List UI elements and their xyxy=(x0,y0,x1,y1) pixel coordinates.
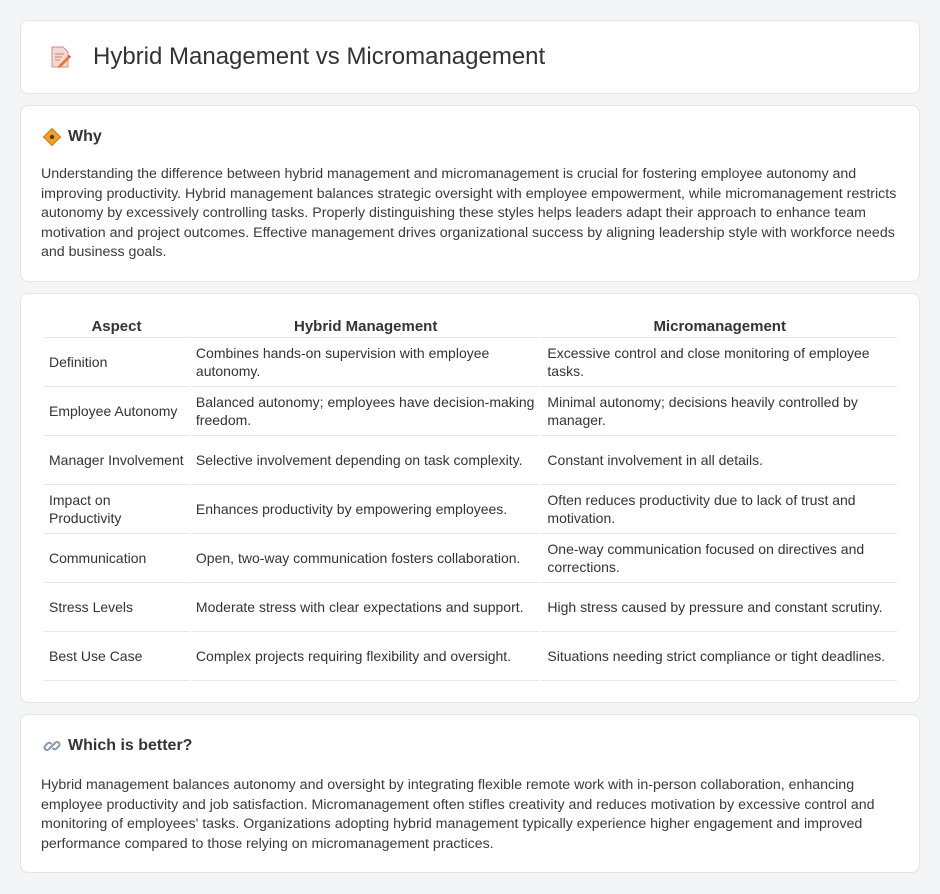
table-row xyxy=(44,583,897,632)
micro-cell: Excessive control and close monitoring of employee tasks. xyxy=(542,338,897,387)
micro-cell: Minimal autonomy; decisions heavily controlled by manager. xyxy=(542,387,897,436)
comparison-table-card xyxy=(20,293,920,703)
hybrid-cell: Complex projects requiring flexibility and oversight. xyxy=(191,632,541,681)
aspect-cell: Best Use Case xyxy=(44,632,189,681)
table-row xyxy=(44,436,897,485)
micro-cell: One-way communication focused on directives and corrections. xyxy=(542,534,897,583)
table-row xyxy=(44,534,897,583)
aspect-cell: Definition xyxy=(44,338,189,387)
aspect-cell: Stress Levels xyxy=(44,583,189,632)
aspect-cell: Employee Autonomy xyxy=(44,387,189,436)
why-text: Understanding the difference between hybrid management and micromanagement is crucial for fostering employee autonomy and improving productivity. Hybrid management balances strategic oversight with employee empowerment, while micromanagement restricts autonomy by excessively controlling tasks. Properly distinguishing these styles helps leaders adapt their approach to enhance team motivation and project outcomes. Effective management drives organizational success by aligning leadership style with workforce needs and business goals. xyxy=(41,166,897,261)
hybrid-cell: Moderate stress with clear expectations and support. xyxy=(191,583,541,632)
table-row xyxy=(44,632,897,681)
micro-cell: Often reduces productivity due to lack of trust and motivation. xyxy=(542,485,897,534)
micro-cell: Situations needing strict compliance or tight deadlines. xyxy=(542,632,897,681)
hybrid-cell: Selective involvement depending on task complexity. xyxy=(191,436,541,485)
document-edit-icon xyxy=(47,44,73,70)
which-is-better-text: Hybrid management balances autonomy and oversight by integrating flexible remote work with in-person collaboration, enhancing employee productivity and job satisfaction. Micromanagement often stifles creativity and reduces motivation by excessive control and monitoring of employees' tasks. Organizations adopting hybrid management typically experience higher engagement and improved performance compared to those relying on micromanagement practices. xyxy=(41,777,875,852)
hybrid-cell: Enhances productivity by empowering employees. xyxy=(191,485,541,534)
hybrid-cell: Combines hands-on supervision with employee autonomy. xyxy=(191,338,541,387)
aspect-cell: Impact on Productivity xyxy=(44,485,189,534)
column-header: Aspect xyxy=(44,315,189,338)
table-row xyxy=(44,338,897,387)
aspect-cell: Communication xyxy=(44,534,189,583)
hybrid-cell: Open, two-way communication fosters collaboration. xyxy=(191,534,541,583)
which-is-better-title: Which is better? xyxy=(68,737,193,754)
micro-cell: Constant involvement in all details. xyxy=(542,436,897,485)
column-header: Hybrid Management xyxy=(191,315,541,338)
why-title: Why xyxy=(68,128,102,145)
page-title: Hybrid Management vs Micromanagement xyxy=(93,43,546,70)
which-is-better-section xyxy=(20,714,920,873)
hybrid-cell: Balanced autonomy; employees have decision-making freedom. xyxy=(191,387,541,436)
aspect-cell: Manager Involvement xyxy=(44,436,189,485)
comparison-table xyxy=(42,315,899,681)
header-card xyxy=(20,20,920,94)
column-header: Micromanagement xyxy=(542,315,897,338)
diamond-sign-icon xyxy=(43,128,61,146)
table-row xyxy=(44,485,897,534)
micro-cell: High stress caused by pressure and constant scrutiny. xyxy=(542,583,897,632)
link-icon xyxy=(43,737,61,755)
table-row xyxy=(44,387,897,436)
why-section xyxy=(20,105,920,282)
table-header-row xyxy=(44,315,897,338)
